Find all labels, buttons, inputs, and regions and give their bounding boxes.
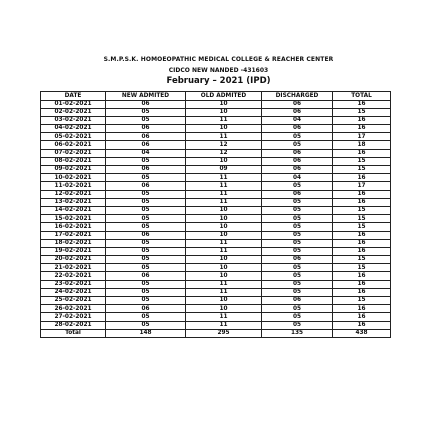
total-cell: 15 (333, 223, 391, 231)
table-row (41, 272, 391, 280)
date-cell: 27-02-2021 (41, 313, 106, 321)
new-admitted-cell: 06 (106, 166, 186, 174)
total-cell: 15 (333, 215, 391, 223)
new-admitted-cell: 06 (106, 133, 186, 141)
date-cell: 26-02-2021 (41, 305, 106, 313)
table-row (41, 239, 391, 247)
column-header-date: DATE (41, 92, 106, 101)
column-header-old-admitted: OLD ADMITED (186, 92, 262, 101)
total-cell: 16 (333, 313, 391, 321)
total-cell: 16 (333, 149, 391, 157)
total-cell: 16 (333, 100, 391, 108)
discharged-cell: 05 (262, 280, 333, 288)
table-row (41, 190, 391, 198)
table-row (41, 247, 391, 255)
old-admitted-cell: 11 (186, 313, 262, 321)
old-admitted-cell: 10 (186, 223, 262, 231)
table-row (41, 141, 391, 149)
new-admitted-cell: 05 (106, 108, 186, 116)
new-admitted-cell: 05 (106, 239, 186, 247)
discharged-cell: 06 (262, 166, 333, 174)
discharged-cell: 05 (262, 133, 333, 141)
total-new-admitted: 148 (106, 329, 186, 337)
table-row (41, 133, 391, 141)
date-cell: 21-02-2021 (41, 264, 106, 272)
discharged-cell: 05 (262, 182, 333, 190)
date-cell: 13-02-2021 (41, 198, 106, 206)
institution-address: CIDCO NEW NANDED -431603 (168, 67, 269, 74)
date-cell: 16-02-2021 (41, 223, 106, 231)
new-admitted-cell: 05 (106, 198, 186, 206)
date-cell: 05-02-2021 (41, 133, 106, 141)
discharged-cell: 05 (262, 264, 333, 272)
old-admitted-cell: 12 (186, 141, 262, 149)
discharged-cell: 05 (262, 272, 333, 280)
table-row (41, 280, 391, 288)
table-row (41, 149, 391, 157)
old-admitted-cell: 11 (186, 321, 262, 329)
table-row (41, 231, 391, 239)
table-row (41, 215, 391, 223)
table-body (41, 100, 391, 329)
column-header-total: TOTAL (333, 92, 391, 101)
old-admitted-cell: 10 (186, 264, 262, 272)
discharged-cell: 06 (262, 157, 333, 165)
old-admitted-cell: 11 (186, 133, 262, 141)
discharged-cell: 06 (262, 108, 333, 116)
total-discharged: 135 (262, 329, 333, 337)
total-cell: 17 (333, 182, 391, 190)
old-admitted-cell: 11 (186, 116, 262, 124)
new-admitted-cell: 06 (106, 125, 186, 133)
total-cell: 16 (333, 190, 391, 198)
table-row (41, 198, 391, 206)
old-admitted-cell: 10 (186, 206, 262, 214)
new-admitted-cell: 05 (106, 313, 186, 321)
date-cell: 04-02-2021 (41, 125, 106, 133)
date-cell: 24-02-2021 (41, 288, 106, 296)
total-total: 438 (333, 329, 391, 337)
new-admitted-cell: 05 (106, 116, 186, 124)
discharged-cell: 04 (262, 116, 333, 124)
table-row (41, 108, 391, 116)
date-cell: 12-02-2021 (41, 190, 106, 198)
discharged-cell: 04 (262, 174, 333, 182)
new-admitted-cell: 06 (106, 141, 186, 149)
old-admitted-cell: 11 (186, 182, 262, 190)
old-admitted-cell: 12 (186, 149, 262, 157)
discharged-cell: 06 (262, 100, 333, 108)
institution-name: S.M.P.S.K. HOMOEOPATHIC MEDICAL COLLEGE & REACHER CENTER (103, 56, 334, 63)
total-cell: 15 (333, 166, 391, 174)
table-row (41, 116, 391, 124)
date-cell: 03-02-2021 (41, 116, 106, 124)
date-cell: 17-02-2021 (41, 231, 106, 239)
discharged-cell: 05 (262, 206, 333, 214)
total-cell: 16 (333, 198, 391, 206)
old-admitted-cell: 10 (186, 231, 262, 239)
total-cell: 15 (333, 256, 391, 264)
table-row (41, 305, 391, 313)
old-admitted-cell: 11 (186, 198, 262, 206)
column-header-new-admitted: NEW ADMITED (106, 92, 186, 101)
new-admitted-cell: 05 (106, 215, 186, 223)
table-row (41, 256, 391, 264)
column-header-discharged: DISCHARGED (262, 92, 333, 101)
date-cell: 19-02-2021 (41, 247, 106, 255)
total-cell: 18 (333, 141, 391, 149)
total-old-admitted: 295 (186, 329, 262, 337)
new-admitted-cell: 06 (106, 182, 186, 190)
table-row (41, 182, 391, 190)
discharged-cell: 05 (262, 215, 333, 223)
discharged-cell: 05 (262, 198, 333, 206)
ipd-census-table (40, 91, 391, 338)
new-admitted-cell: 05 (106, 264, 186, 272)
date-cell: 20-02-2021 (41, 256, 106, 264)
table-row (41, 313, 391, 321)
table-row (41, 223, 391, 231)
date-cell: 28-02-2021 (41, 321, 106, 329)
date-cell: 11-02-2021 (41, 182, 106, 190)
new-admitted-cell: 05 (106, 321, 186, 329)
new-admitted-cell: 05 (106, 247, 186, 255)
discharged-cell: 05 (262, 305, 333, 313)
discharged-cell: 05 (262, 321, 333, 329)
discharged-cell: 05 (262, 231, 333, 239)
total-cell: 16 (333, 231, 391, 239)
new-admitted-cell: 04 (106, 149, 186, 157)
table-row (41, 166, 391, 174)
old-admitted-cell: 09 (186, 166, 262, 174)
new-admitted-cell: 06 (106, 100, 186, 108)
old-admitted-cell: 11 (186, 239, 262, 247)
old-admitted-cell: 10 (186, 256, 262, 264)
new-admitted-cell: 06 (106, 305, 186, 313)
date-cell: 14-02-2021 (41, 206, 106, 214)
old-admitted-cell: 10 (186, 272, 262, 280)
table-row (41, 157, 391, 165)
table-row (41, 264, 391, 272)
new-admitted-cell: 05 (106, 297, 186, 305)
date-cell: 09-02-2021 (41, 166, 106, 174)
discharged-cell: 06 (262, 256, 333, 264)
old-admitted-cell: 10 (186, 125, 262, 133)
new-admitted-cell: 05 (106, 256, 186, 264)
old-admitted-cell: 10 (186, 108, 262, 116)
new-admitted-cell: 05 (106, 206, 186, 214)
date-cell: 23-02-2021 (41, 280, 106, 288)
table-row (41, 206, 391, 214)
old-admitted-cell: 10 (186, 215, 262, 223)
table-header-row (41, 92, 391, 101)
total-cell: 17 (333, 133, 391, 141)
date-cell: 18-02-2021 (41, 239, 106, 247)
total-cell: 16 (333, 272, 391, 280)
old-admitted-cell: 11 (186, 247, 262, 255)
total-row (41, 329, 391, 337)
total-cell: 16 (333, 125, 391, 133)
new-admitted-cell: 05 (106, 157, 186, 165)
discharged-cell: 05 (262, 247, 333, 255)
date-cell: 06-02-2021 (41, 141, 106, 149)
discharged-cell: 05 (262, 313, 333, 321)
table-row (41, 297, 391, 305)
new-admitted-cell: 06 (106, 231, 186, 239)
new-admitted-cell: 05 (106, 288, 186, 296)
new-admitted-cell: 05 (106, 174, 186, 182)
table-row (41, 288, 391, 296)
discharged-cell: 05 (262, 239, 333, 247)
table-row (41, 174, 391, 182)
new-admitted-cell: 05 (106, 190, 186, 198)
old-admitted-cell: 11 (186, 280, 262, 288)
total-cell: 16 (333, 305, 391, 313)
new-admitted-cell: 05 (106, 223, 186, 231)
table-row (41, 125, 391, 133)
total-row-label: Total (41, 329, 106, 337)
old-admitted-cell: 10 (186, 157, 262, 165)
total-cell: 16 (333, 116, 391, 124)
date-cell: 01-02-2021 (41, 100, 106, 108)
old-admitted-cell: 11 (186, 190, 262, 198)
total-cell: 16 (333, 321, 391, 329)
total-cell: 16 (333, 247, 391, 255)
total-cell: 15 (333, 157, 391, 165)
total-cell: 16 (333, 280, 391, 288)
old-admitted-cell: 11 (186, 174, 262, 182)
total-cell: 15 (333, 297, 391, 305)
date-cell: 15-02-2021 (41, 215, 106, 223)
discharged-cell: 06 (262, 190, 333, 198)
table-row (41, 100, 391, 108)
date-cell: 08-02-2021 (41, 157, 106, 165)
date-cell: 07-02-2021 (41, 149, 106, 157)
date-cell: 02-02-2021 (41, 108, 106, 116)
discharged-cell: 05 (262, 288, 333, 296)
old-admitted-cell: 10 (186, 100, 262, 108)
total-cell: 15 (333, 264, 391, 272)
new-admitted-cell: 05 (106, 280, 186, 288)
discharged-cell: 05 (262, 223, 333, 231)
date-cell: 22-02-2021 (41, 272, 106, 280)
total-cell: 15 (333, 206, 391, 214)
old-admitted-cell: 10 (186, 305, 262, 313)
date-cell: 25-02-2021 (41, 297, 106, 305)
report-period-title: February – 2021 (IPD) (166, 76, 271, 86)
old-admitted-cell: 11 (186, 288, 262, 296)
discharged-cell: 06 (262, 149, 333, 157)
total-cell: 16 (333, 288, 391, 296)
total-cell: 16 (333, 239, 391, 247)
table-row (41, 321, 391, 329)
date-cell: 10-02-2021 (41, 174, 106, 182)
discharged-cell: 06 (262, 297, 333, 305)
discharged-cell: 06 (262, 125, 333, 133)
discharged-cell: 05 (262, 141, 333, 149)
total-cell: 16 (333, 174, 391, 182)
old-admitted-cell: 10 (186, 297, 262, 305)
new-admitted-cell: 06 (106, 272, 186, 280)
total-cell: 15 (333, 108, 391, 116)
